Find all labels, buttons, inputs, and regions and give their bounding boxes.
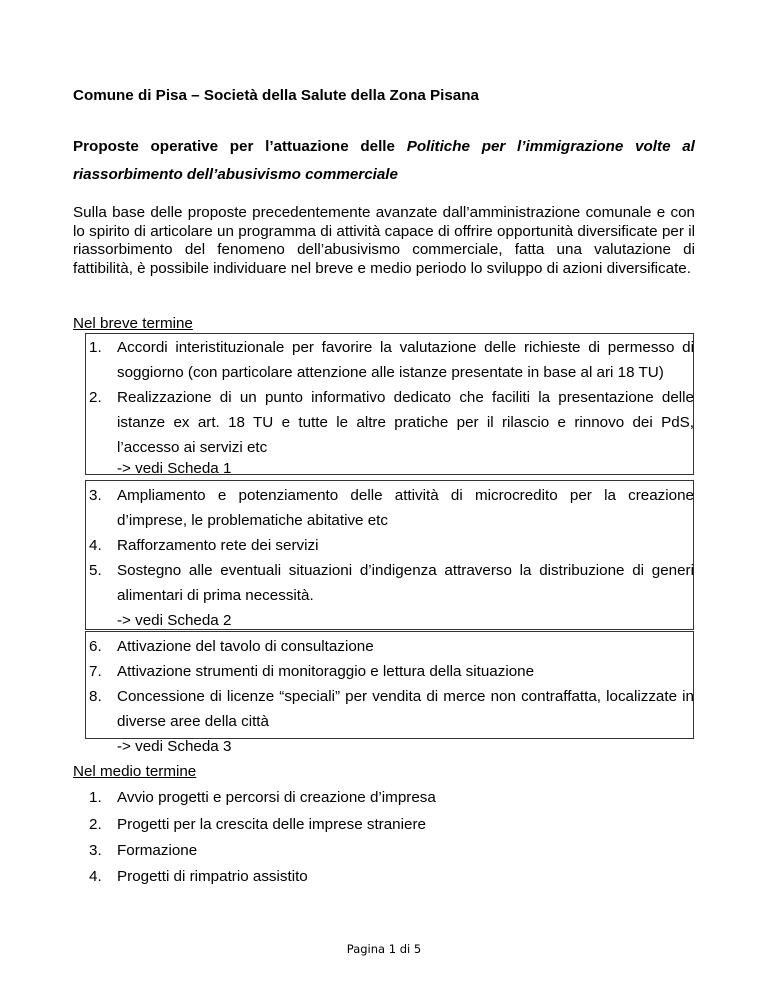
item-number: 1. xyxy=(89,789,102,806)
item-number: 1. xyxy=(89,339,102,356)
item-text: Accordi interistituzionale per favorire la valutazione delle richieste di permesso di soggiorno (con particolare attenzione alle istanze presentate in base al ari 18 TU) xyxy=(117,339,694,381)
title-word: operative xyxy=(150,138,219,155)
title-line-1 xyxy=(73,133,695,161)
item-text: Avvio progetti e percorsi di creazione d’impresa xyxy=(117,789,436,806)
item-text: Concessione di licenze “speciali” per vendita di merce non contraffatta, localizzate in diverse aree della città xyxy=(117,688,694,730)
item-number: 5. xyxy=(89,562,102,579)
short-term-item xyxy=(89,385,694,460)
title-line-2-text: riassorbimento dell’abusivismo commerciale xyxy=(73,166,398,183)
page-number-footer: Pagina 1 di 5 xyxy=(346,942,422,956)
short-term-item xyxy=(89,483,694,533)
short-term-item xyxy=(89,558,694,608)
item-text: Attivazione del tavolo di consultazione xyxy=(117,638,374,655)
scheda-reference: -> vedi Scheda 2 xyxy=(117,612,232,629)
item-number: 4. xyxy=(89,868,102,885)
short-term-item xyxy=(89,684,694,734)
title-word: delle xyxy=(360,138,395,155)
title-word: Proposte xyxy=(73,138,139,155)
item-number: 3. xyxy=(89,842,102,859)
scheda-reference: -> vedi Scheda 1 xyxy=(117,460,232,477)
item-number: 2. xyxy=(89,389,102,406)
item-text: Ampliamento e potenziamento delle attività di microcredito per la creazione d’imprese, le problematiche abitative etc xyxy=(117,487,694,529)
item-text: Attivazione strumenti di monitoraggio e lettura della situazione xyxy=(117,663,535,680)
title-italic-word: Politiche xyxy=(406,138,470,155)
item-number: 3. xyxy=(89,487,102,504)
title-italic-word: volte xyxy=(635,138,671,155)
title-italic-word: l’immigrazione xyxy=(517,138,624,155)
item-number: 2. xyxy=(89,816,102,833)
medium-term-item xyxy=(89,838,197,863)
short-term-item xyxy=(89,659,694,684)
title-line-2 xyxy=(73,161,695,189)
item-text: Rafforzamento rete dei servizi xyxy=(117,537,319,554)
item-number: 8. xyxy=(89,688,102,705)
item-text: Formazione xyxy=(117,842,198,859)
title-italic-word: per xyxy=(481,138,506,155)
short-term-item xyxy=(89,634,694,659)
scheda-reference: -> vedi Scheda 3 xyxy=(117,738,232,755)
short-term-heading: Nel breve termine xyxy=(73,315,193,332)
item-text: Progetti di rimpatrio assistito xyxy=(117,868,308,885)
intro-paragraph: Sulla base delle proposte precedentemente avanzate dall’amministrazione comunale e con lo spirito di articolare un programma di attività capace di offrire opportunità diversificate per il riassorbimento del fenomeno dell’abusivismo commerciale, fatta una valutazione di fattibilità, è possibile individuare nel breve e medio periodo lo sviluppo di azioni diversificate. xyxy=(73,204,695,277)
item-number: 6. xyxy=(89,638,102,655)
document-title xyxy=(73,133,695,189)
title-word: per xyxy=(229,138,254,155)
short-term-item xyxy=(89,533,694,558)
item-text: Realizzazione di un punto informativo dedicato che faciliti la presentazione delle istanze ex art. 18 TU e tutte le altre pratiche per il rilascio e rinnovo dei PdS, l’accesso ai servizi etc xyxy=(117,389,694,456)
medium-term-item xyxy=(89,812,426,837)
item-text: Sostegno alle eventuali situazioni d’indigenza attraverso la distribuzione di generi alimentari di prima necessità. xyxy=(117,562,694,604)
item-number: 4. xyxy=(89,537,102,554)
medium-term-item xyxy=(89,864,308,889)
medium-term-item xyxy=(89,785,436,810)
short-term-item xyxy=(89,335,694,385)
item-number: 7. xyxy=(89,663,102,680)
document-header: Comune di Pisa – Società della Salute della Zona Pisana xyxy=(73,87,479,104)
title-italic-word: al xyxy=(682,138,695,155)
item-text: Progetti per la crescita delle imprese straniere xyxy=(117,816,426,833)
title-word: l’attuazione xyxy=(265,138,349,155)
medium-term-heading: Nel medio termine xyxy=(73,763,197,780)
